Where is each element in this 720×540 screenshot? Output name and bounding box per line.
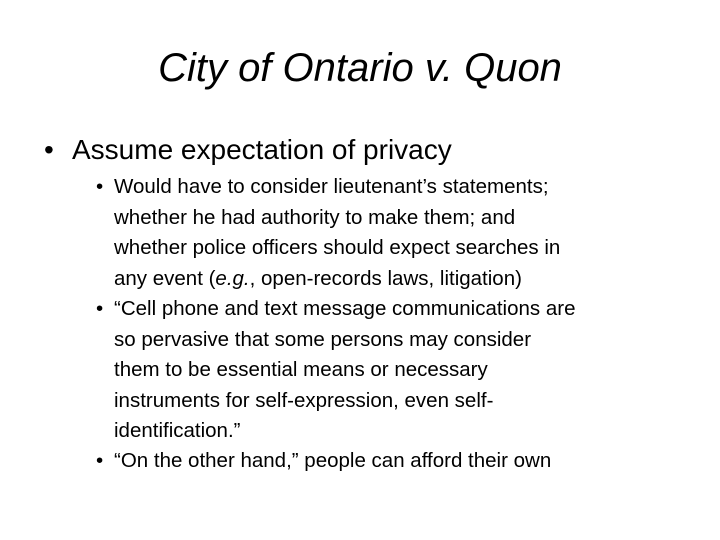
text-run: any event (: [114, 266, 216, 290]
main-bullet-text: Assume expectation of privacy: [72, 134, 452, 165]
sub-bullet-line: “On the other hand,” people can afford their own: [114, 449, 552, 472]
sub-bullet-line: whether police officers should expect searches in: [114, 236, 561, 259]
sub-bullet-line: so pervasive that some persons may consider: [114, 327, 532, 351]
main-bullet: [44, 132, 452, 168]
bullet-marker: •: [44, 134, 54, 165]
sub-bullet-lieutenant-statements: [96, 172, 694, 294]
sub-bullet-line: identification.”: [114, 419, 241, 442]
sub-bullet-other-hand: [96, 446, 694, 477]
sub-bullet-line: them to be essential means or necessary: [114, 358, 488, 381]
sub-bullet-line: Would have to consider lieutenant’s statements;: [114, 175, 549, 198]
sub-bullet-line: whether he had authority to make them; and: [114, 205, 516, 229]
text-run: , open-records laws, litigation): [249, 266, 522, 290]
slide-title: City of Ontario v. Quon: [158, 46, 562, 90]
sub-bullet-cell-phone-quote: [96, 294, 694, 447]
sub-bullet-line: “Cell phone and text message communications are: [114, 297, 576, 320]
italic-eg: e.g.: [215, 266, 250, 290]
sub-bullet-line: instruments for self-expression, even self-: [114, 388, 494, 412]
bullet-marker: •: [96, 449, 104, 472]
bullet-marker: •: [96, 297, 104, 320]
bullet-marker: •: [96, 175, 104, 198]
sub-bullet-line: [114, 264, 694, 295]
